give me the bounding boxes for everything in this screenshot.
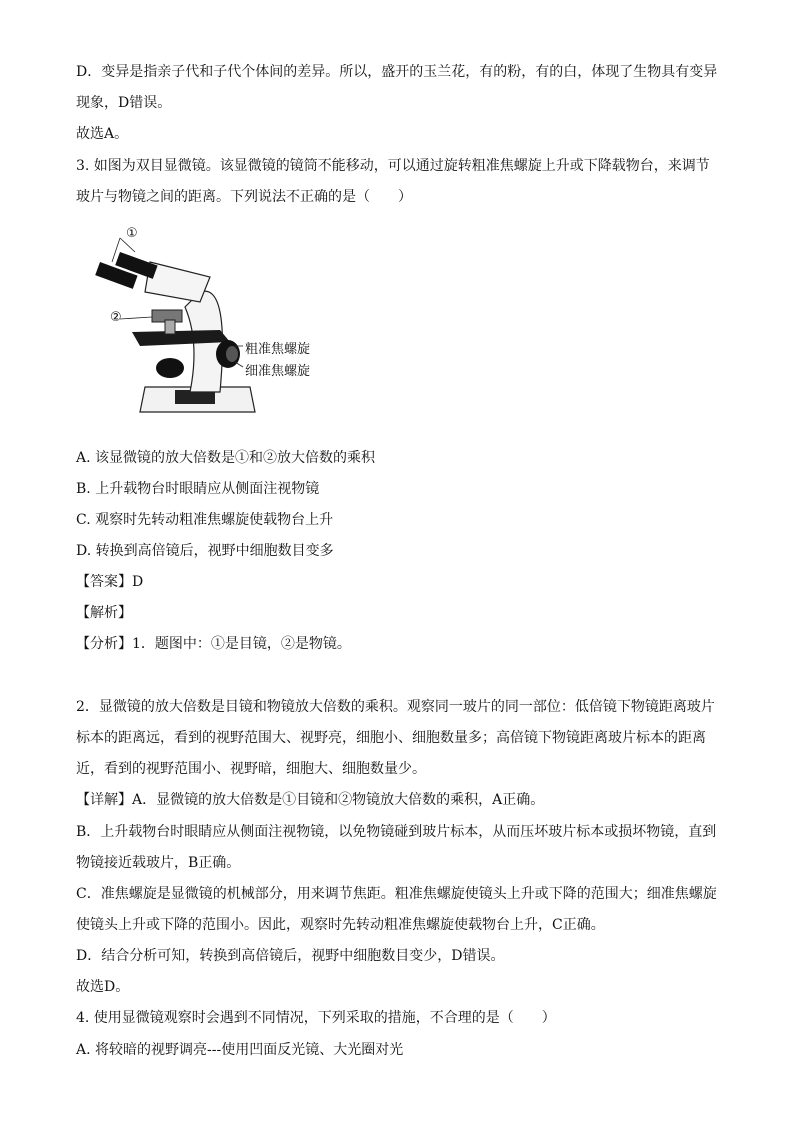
question-4-stem: 4. 使用显微镜观察时会遇到不同情况，下列采取的措施，不合理的是（ ） <box>76 1010 556 1026</box>
option-d: D. 转换到高倍镜后，视野中细胞数目变多 <box>76 543 334 559</box>
detail-c: 使镜头上升或下降的范围小。因此，观察时先转动粗准焦螺旋使载物台上升，C正确。 <box>76 917 605 933</box>
text-line: D．变异是指亲子代和子代个体间的差异。所以，盛开的玉兰花，有的粉，有的白，体现了生物具有变异 <box>76 64 718 80</box>
analysis-heading: 【解析】 <box>76 605 132 621</box>
detail-b: 物镜接近载玻片，B正确。 <box>76 855 241 871</box>
option-c: C. 观察时先转动粗准焦螺旋使载物台上升 <box>76 512 334 528</box>
microscope-figure <box>90 222 330 422</box>
text-line: 标本的距离远，看到的视野范围大、视野亮，细胞小、细胞数量多；高倍镜下物镜距离玻片标本的距离 <box>76 730 706 746</box>
label-fine-adjustment: 细准焦螺旋 <box>245 364 311 379</box>
question-3-stem: 3. 如图为双目显微镜。该显微镜的镜筒不能移动，可以通过旋转粗准焦螺旋上升或下降载物台，来调节 <box>76 158 710 174</box>
text-line: 近，看到的视野范围小、视野暗，细胞大、细胞数量少。 <box>76 761 426 777</box>
answer: 【答案】D <box>76 574 144 590</box>
label-objective: ② <box>110 310 122 325</box>
question-4-option-a: A. 将较暗的视野调亮---使用凹面反光镜、大光圈对光 <box>76 1042 404 1058</box>
text-line: 故选D。 <box>76 979 130 995</box>
text-line: 故选A。 <box>76 126 129 142</box>
text-line: 现象，D错误。 <box>76 95 172 111</box>
label-coarse-adjustment: 粗准焦螺旋 <box>245 342 311 357</box>
detail-b: B．上升载物台时眼睛应从侧面注视物镜，以免物镜碰到玻片标本，从而压坏玻片标本或损坏物镜，直到 <box>76 824 717 840</box>
text-line: 2．显微镜的放大倍数是目镜和物镜放大倍数的乘积。观察同一玻片的同一部位：低倍镜下物镜距离玻片 <box>76 699 715 715</box>
detail-a: 【详解】A．显微镜的放大倍数是①目镜和②物镜放大倍数的乘积，A正确。 <box>76 792 545 808</box>
question-3-stem: 玻片与物镜之间的距离。下列说法不正确的是（ ） <box>76 189 412 205</box>
option-a: A. 该显微镜的放大倍数是①和②放大倍数的乘积 <box>76 450 376 466</box>
label-eyepiece: ① <box>126 226 138 241</box>
detail-c: C．准焦螺旋是显微镜的机械部分，用来调节焦距。粗准焦螺旋使镜头上升或下降的范围大；细准焦螺旋 <box>76 886 717 902</box>
detail-d: D．结合分析可知，转换到高倍镜后，视野中细胞数目变少，D错误。 <box>76 948 505 964</box>
microscope-drawing <box>90 222 330 422</box>
analysis-line: 【分析】1．题图中：①是目镜，②是物镜。 <box>76 636 351 652</box>
option-b: B. 上升载物台时眼睛应从侧面注视物镜 <box>76 481 320 497</box>
